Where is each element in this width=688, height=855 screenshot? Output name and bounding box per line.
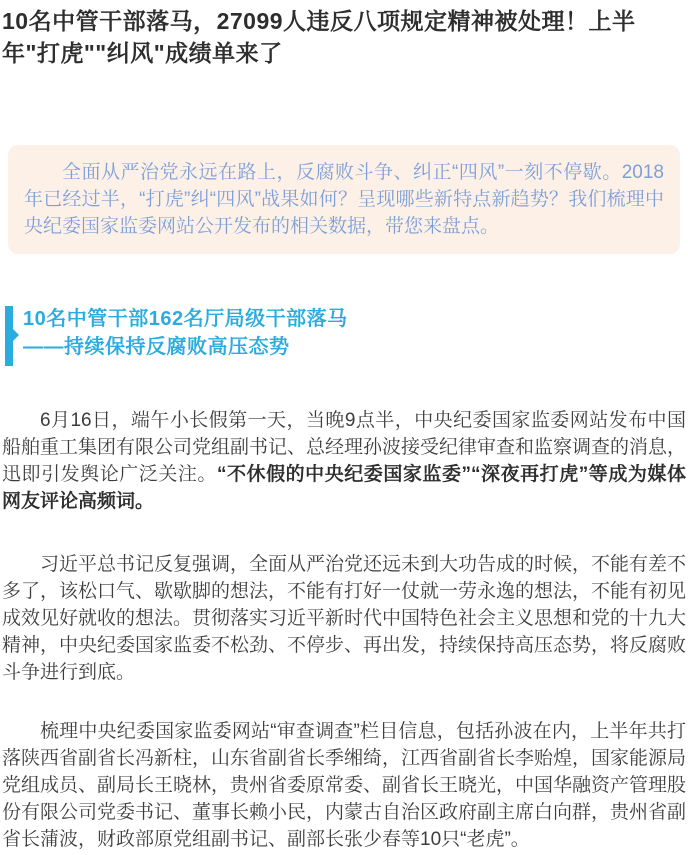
paragraph-2: 习近平总书记反复强调，全面从严治党还远未到大功告成的时候，不能有差不多了，该松口气、歇歇脚的想法，不能有打好一仗就一劳永逸的想法，不能有初见成效见好就收的想法。贯彻落实习近平新时代中国特色社会主义思想和党的十九大精神，中央纪委国家监委不松劲、不停步、再出发，持续保持高压态势，将反腐败斗争进行到底。 bbox=[2, 554, 687, 683]
arrow-right-icon bbox=[13, 329, 19, 341]
section-accent-bar bbox=[5, 306, 13, 366]
section-heading bbox=[2, 305, 686, 361]
paragraph-1 bbox=[2, 407, 686, 515]
intro-text: 全面从严治党永远在路上，反腐败斗争、纠正“四风”一刻不停歇。2018年已经过半，“打虎”纠“四风”战果如何？呈现哪些新特点新趋势？我们梳理中央纪委国家监委网站公开发布的相关数据，带您来盘点。 bbox=[24, 162, 664, 237]
intro-box bbox=[8, 145, 680, 254]
paragraph-3: 梳理中央纪委国家监委网站“审查调查”栏目信息，包括孙波在内，上半年共打落陕西省副省长冯新柱，山东省副省长季缃绮，江西省副省长李贻煌，国家能源局党组成员、副局长王晓林，贵州省委原常委、副省长王晓光，中国华融资产管理股份有限公司党委书记、董事长赖小民，内蒙古自治区政府副主席白向群，贵州省副省长蒲波，财政部原党组副书记、副部长张少春等10只“老虎”。 bbox=[2, 721, 687, 850]
paragraph-1-text: 6月16日，端午小长假第一天，当晚9点半，中央纪委国家监委网站发布中国船舶重工集团有限公司党组副书记、总经理孙波接受纪律审查和监察调查的消息，迅即引发舆论广泛关注。 bbox=[2, 410, 687, 485]
section-heading-line-1: 10名中管干部162名厅局级干部落马 bbox=[23, 308, 348, 330]
section-heading-line-2: ——持续保持反腐败高压态势 bbox=[23, 336, 290, 358]
article-title: 10名中管干部落马，27099人违反八项规定精神被处理！上半年"打虎""纠风"成绩单来了 bbox=[2, 8, 636, 66]
paragraph-1-bold-highlight: “不休假的中央纪委国家监委”“深夜再打虎”等成为媒体网友评论高频词。 bbox=[2, 464, 686, 512]
